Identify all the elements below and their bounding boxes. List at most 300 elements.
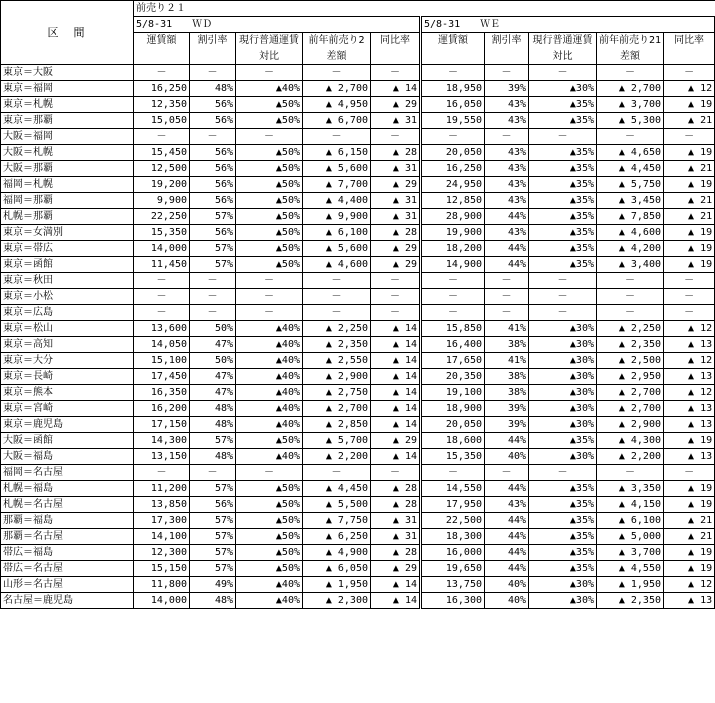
wd-col-prev: 前年前売り2 — [303, 33, 371, 49]
table-row — [1, 81, 715, 97]
we-prev-diff-cell: ▲ 4,600 — [597, 225, 664, 241]
wd-prev-diff-cell: ▲ 4,950 — [303, 97, 371, 113]
route-cell: 山形＝名古屋 — [1, 577, 134, 593]
we-vs-normal-cell: ▲35% — [529, 161, 597, 177]
wd-fare-cell: － — [134, 289, 190, 305]
wd-prev-diff-cell: ▲ 7,700 — [303, 177, 371, 193]
wd-yoy-cell: ▲ 31 — [371, 529, 421, 545]
wd-prev-diff-cell: ▲ 6,100 — [303, 225, 371, 241]
we-prev-diff-cell: ▲ 4,550 — [597, 561, 664, 577]
table-row — [1, 529, 715, 545]
wd-discount-cell: 49% — [190, 577, 236, 593]
we-yoy-cell: － — [664, 289, 715, 305]
wd-prev-diff-cell: ▲ 5,600 — [303, 241, 371, 257]
we-fare-cell: － — [421, 465, 485, 481]
we-prev-diff-cell: ▲ 7,850 — [597, 209, 664, 225]
we-vs-normal-cell: ▲35% — [529, 177, 597, 193]
wd-discount-cell: 50% — [190, 321, 236, 337]
table-row — [1, 225, 715, 241]
we-fare-cell: － — [421, 305, 485, 321]
we-vs-normal-cell: － — [529, 65, 597, 81]
wd-yoy-cell: ▲ 29 — [371, 177, 421, 193]
wd-fare-cell: － — [134, 129, 190, 145]
wd-yoy-cell: ▲ 14 — [371, 449, 421, 465]
wd-fare-cell: 11,200 — [134, 481, 190, 497]
we-fare-cell: 19,900 — [421, 225, 485, 241]
wd-vs-normal-cell: ▲40% — [236, 321, 303, 337]
table-row — [1, 289, 715, 305]
we-col-yoy-sub — [664, 49, 715, 65]
wd-yoy-cell: ▲ 31 — [371, 209, 421, 225]
we-vs-normal-cell: ▲30% — [529, 593, 597, 609]
we-vs-normal-cell: － — [529, 465, 597, 481]
we-yoy-cell: ▲ 13 — [664, 337, 715, 353]
wd-vs-normal-cell: ▲50% — [236, 113, 303, 129]
wd-vs-normal-cell: ▲40% — [236, 353, 303, 369]
we-col-fare-sub — [421, 49, 485, 65]
wd-discount-cell: 57% — [190, 513, 236, 529]
wd-prev-diff-cell: ▲ 6,250 — [303, 529, 371, 545]
wd-vs-normal-cell: ▲50% — [236, 145, 303, 161]
table-row — [1, 321, 715, 337]
we-yoy-cell: ▲ 21 — [664, 529, 715, 545]
wd-discount-cell: 48% — [190, 449, 236, 465]
we-fare-cell: 22,500 — [421, 513, 485, 529]
wd-prev-diff-cell: ▲ 2,850 — [303, 417, 371, 433]
wd-yoy-cell: ▲ 14 — [371, 321, 421, 337]
table-row — [1, 385, 715, 401]
table-row — [1, 465, 715, 481]
we-fare-cell: － — [421, 273, 485, 289]
wd-vs-normal-cell: － — [236, 465, 303, 481]
wd-fare-cell: 15,450 — [134, 145, 190, 161]
wd-fare-cell: 14,000 — [134, 593, 190, 609]
wd-prev-diff-cell: ▲ 5,700 — [303, 433, 371, 449]
wd-col-yoy-sub — [371, 49, 421, 65]
wd-fare-cell: 15,350 — [134, 225, 190, 241]
we-yoy-cell: ▲ 13 — [664, 417, 715, 433]
we-yoy-cell: ▲ 19 — [664, 433, 715, 449]
we-prev-diff-cell: － — [597, 305, 664, 321]
we-discount-cell: － — [485, 129, 529, 145]
table-row — [1, 561, 715, 577]
wd-discount-cell: 56% — [190, 177, 236, 193]
wd-yoy-cell: － — [371, 465, 421, 481]
wd-prev-diff-cell: ▲ 4,600 — [303, 257, 371, 273]
we-yoy-cell: ▲ 12 — [664, 577, 715, 593]
wd-discount-cell: － — [190, 289, 236, 305]
wd-vs-normal-cell: ▲50% — [236, 193, 303, 209]
wd-vs-normal-cell: ▲50% — [236, 545, 303, 561]
we-fare-cell: 19,650 — [421, 561, 485, 577]
wd-prev-diff-cell: ▲ 6,700 — [303, 113, 371, 129]
wd-fare-cell: 22,250 — [134, 209, 190, 225]
wd-yoy-cell: ▲ 29 — [371, 561, 421, 577]
table-row — [1, 241, 715, 257]
we-fare-cell: － — [421, 129, 485, 145]
wd-yoy-cell: ▲ 29 — [371, 433, 421, 449]
route-cell: 札幌＝福島 — [1, 481, 134, 497]
we-fare-cell: 24,950 — [421, 177, 485, 193]
we-yoy-cell: ▲ 19 — [664, 545, 715, 561]
we-discount-cell: 43% — [485, 161, 529, 177]
we-yoy-cell: ▲ 21 — [664, 209, 715, 225]
we-yoy-cell: － — [664, 129, 715, 145]
we-prev-diff-cell: ▲ 2,700 — [597, 401, 664, 417]
we-col-discount-sub — [485, 49, 529, 65]
we-col-prev-sub: 差額 — [597, 49, 664, 65]
wd-prev-diff-cell: ▲ 7,750 — [303, 513, 371, 529]
we-fare-cell: 28,900 — [421, 209, 485, 225]
table-row — [1, 177, 715, 193]
wd-discount-cell: 56% — [190, 97, 236, 113]
wd-discount-cell: 47% — [190, 337, 236, 353]
table-row — [1, 65, 715, 81]
wd-yoy-cell: － — [371, 289, 421, 305]
wd-fare-cell: 19,200 — [134, 177, 190, 193]
we-yoy-cell: ▲ 21 — [664, 161, 715, 177]
we-prev-diff-cell: － — [597, 273, 664, 289]
wd-fare-cell: － — [134, 65, 190, 81]
we-col-vs-normal-sub: 対比 — [529, 49, 597, 65]
wd-col-discount-sub — [190, 49, 236, 65]
wd-prev-diff-cell: ▲ 2,550 — [303, 353, 371, 369]
wd-vs-normal-cell: ▲50% — [236, 513, 303, 529]
route-cell: 大阪＝札幌 — [1, 145, 134, 161]
we-prev-diff-cell: ▲ 2,250 — [597, 321, 664, 337]
we-fare-cell: 16,250 — [421, 161, 485, 177]
wd-vs-normal-cell: ▲50% — [236, 257, 303, 273]
table-row — [1, 305, 715, 321]
we-prev-diff-cell: ▲ 2,500 — [597, 353, 664, 369]
wd-fare-cell: 15,050 — [134, 113, 190, 129]
wd-vs-normal-cell: ▲40% — [236, 417, 303, 433]
we-vs-normal-cell: ▲35% — [529, 433, 597, 449]
table-row — [1, 369, 715, 385]
we-yoy-cell: ▲ 19 — [664, 561, 715, 577]
wd-vs-normal-cell: ▲50% — [236, 161, 303, 177]
wd-discount-cell: 48% — [190, 401, 236, 417]
route-cell: 東京＝福岡 — [1, 81, 134, 97]
table-row — [1, 417, 715, 433]
we-fare-cell: 20,350 — [421, 369, 485, 385]
we-prev-diff-cell: ▲ 2,700 — [597, 81, 664, 97]
route-cell: 東京＝高知 — [1, 337, 134, 353]
wd-yoy-cell: ▲ 31 — [371, 113, 421, 129]
wd-discount-cell: － — [190, 65, 236, 81]
we-vs-normal-cell: － — [529, 305, 597, 321]
table-row — [1, 113, 715, 129]
wd-fare-cell: 11,450 — [134, 257, 190, 273]
wd-discount-cell: 57% — [190, 545, 236, 561]
route-cell: 札幌＝名古屋 — [1, 497, 134, 513]
wd-discount-cell: 57% — [190, 561, 236, 577]
we-fare-cell: － — [421, 65, 485, 81]
wd-fare-cell: 17,450 — [134, 369, 190, 385]
route-cell: 東京＝那覇 — [1, 113, 134, 129]
we-fare-cell: 16,050 — [421, 97, 485, 113]
we-yoy-cell: ▲ 13 — [664, 401, 715, 417]
we-vs-normal-cell: ▲30% — [529, 449, 597, 465]
wd-fare-cell: 17,300 — [134, 513, 190, 529]
we-discount-cell: － — [485, 65, 529, 81]
we-discount-cell: 41% — [485, 321, 529, 337]
we-vs-normal-cell: ▲35% — [529, 481, 597, 497]
we-fare-cell: 13,750 — [421, 577, 485, 593]
wd-fare-cell: 14,050 — [134, 337, 190, 353]
wd-vs-normal-cell: ▲50% — [236, 433, 303, 449]
table-row — [1, 577, 715, 593]
we-fare-cell: 17,650 — [421, 353, 485, 369]
we-discount-cell: 40% — [485, 449, 529, 465]
we-fare-cell: 14,900 — [421, 257, 485, 273]
route-cell: 東京＝小松 — [1, 289, 134, 305]
we-vs-normal-cell: ▲35% — [529, 113, 597, 129]
we-col-prev: 前年前売り21 — [597, 33, 664, 49]
we-discount-cell: 43% — [485, 177, 529, 193]
wd-prev-diff-cell: ▲ 2,750 — [303, 385, 371, 401]
we-discount-cell: 44% — [485, 209, 529, 225]
we-discount-cell: 44% — [485, 561, 529, 577]
route-cell: 東京＝松山 — [1, 321, 134, 337]
route-cell: 福岡＝那覇 — [1, 193, 134, 209]
wd-prev-diff-cell: ▲ 2,900 — [303, 369, 371, 385]
wd-vs-normal-cell: － — [236, 129, 303, 145]
wd-yoy-cell: ▲ 31 — [371, 513, 421, 529]
wd-discount-cell: 48% — [190, 593, 236, 609]
we-discount-cell: 39% — [485, 401, 529, 417]
table-row — [1, 433, 715, 449]
table-row — [1, 593, 715, 609]
we-vs-normal-cell: ▲35% — [529, 193, 597, 209]
wd-col-fare-sub — [134, 49, 190, 65]
wd-fare-cell: － — [134, 305, 190, 321]
wd-vs-normal-cell: ▲40% — [236, 577, 303, 593]
we-fare-cell: 15,850 — [421, 321, 485, 337]
wd-yoy-cell: － — [371, 305, 421, 321]
wd-prev-diff-cell: ▲ 4,900 — [303, 545, 371, 561]
we-fare-cell: 20,050 — [421, 417, 485, 433]
we-discount-cell: － — [485, 465, 529, 481]
we-fare-cell: 19,550 — [421, 113, 485, 129]
wd-discount-cell: － — [190, 465, 236, 481]
we-vs-normal-cell: ▲30% — [529, 577, 597, 593]
wd-yoy-cell: ▲ 31 — [371, 161, 421, 177]
wd-prev-diff-cell: ▲ 2,700 — [303, 401, 371, 417]
we-vs-normal-cell: ▲35% — [529, 97, 597, 113]
wd-prev-diff-cell: － — [303, 129, 371, 145]
wd-vs-normal-cell: ▲50% — [236, 529, 303, 545]
we-prev-diff-cell: ▲ 5,750 — [597, 177, 664, 193]
we-discount-cell: 43% — [485, 225, 529, 241]
wd-yoy-cell: ▲ 14 — [371, 577, 421, 593]
we-prev-diff-cell: ▲ 3,450 — [597, 193, 664, 209]
route-cell: 東京＝女満別 — [1, 225, 134, 241]
kukan-header: 区 間 — [1, 1, 134, 65]
we-fare-cell: 18,950 — [421, 81, 485, 97]
route-cell: 東京＝秋田 — [1, 273, 134, 289]
wd-vs-normal-cell: ▲40% — [236, 401, 303, 417]
route-cell: 大阪＝福島 — [1, 449, 134, 465]
we-discount-cell: － — [485, 289, 529, 305]
we-discount-cell: 44% — [485, 529, 529, 545]
we-yoy-cell: ▲ 19 — [664, 241, 715, 257]
wd-discount-cell: － — [190, 305, 236, 321]
we-fare-cell: 16,300 — [421, 593, 485, 609]
wd-vs-normal-cell: － — [236, 305, 303, 321]
wd-discount-cell: 57% — [190, 529, 236, 545]
we-prev-diff-cell: ▲ 2,350 — [597, 593, 664, 609]
wd-col-fare: 運賃額 — [134, 33, 190, 49]
table-row — [1, 97, 715, 113]
wd-fare-cell: 15,100 — [134, 353, 190, 369]
we-prev-diff-cell: － — [597, 289, 664, 305]
wd-fare-cell: 13,600 — [134, 321, 190, 337]
wd-col-vs-normal-sub: 対比 — [236, 49, 303, 65]
we-fare-cell: 12,850 — [421, 193, 485, 209]
wd-yoy-cell: ▲ 14 — [371, 401, 421, 417]
we-label: 5/8-31 ＷＥ — [421, 17, 715, 33]
wd-fare-cell: 12,300 — [134, 545, 190, 561]
wd-yoy-cell: ▲ 28 — [371, 497, 421, 513]
wd-prev-diff-cell: ▲ 4,400 — [303, 193, 371, 209]
wd-prev-diff-cell: － — [303, 273, 371, 289]
wd-vs-normal-cell: ▲40% — [236, 369, 303, 385]
we-vs-normal-cell: ▲30% — [529, 81, 597, 97]
wd-fare-cell: 14,300 — [134, 433, 190, 449]
table-row — [1, 209, 715, 225]
we-prev-diff-cell: ▲ 2,700 — [597, 385, 664, 401]
wd-fare-cell: 13,850 — [134, 497, 190, 513]
table-row — [1, 193, 715, 209]
route-cell: 福岡＝名古屋 — [1, 465, 134, 481]
we-prev-diff-cell: － — [597, 129, 664, 145]
we-prev-diff-cell: ▲ 4,450 — [597, 161, 664, 177]
we-yoy-cell: ▲ 21 — [664, 193, 715, 209]
route-cell: 帯広＝福島 — [1, 545, 134, 561]
we-vs-normal-cell: ▲35% — [529, 513, 597, 529]
route-cell: 大阪＝福岡 — [1, 129, 134, 145]
wd-yoy-cell: ▲ 31 — [371, 193, 421, 209]
route-cell: 那覇＝名古屋 — [1, 529, 134, 545]
table-row — [1, 401, 715, 417]
we-discount-cell: 43% — [485, 113, 529, 129]
route-cell: 東京＝熊本 — [1, 385, 134, 401]
wd-fare-cell: － — [134, 465, 190, 481]
we-fare-cell: － — [421, 289, 485, 305]
we-vs-normal-cell: ▲30% — [529, 417, 597, 433]
wd-fare-cell: 11,800 — [134, 577, 190, 593]
we-prev-diff-cell: ▲ 3,700 — [597, 545, 664, 561]
we-discount-cell: － — [485, 273, 529, 289]
we-prev-diff-cell: ▲ 5,000 — [597, 529, 664, 545]
we-discount-cell: 44% — [485, 241, 529, 257]
we-vs-normal-cell: ▲30% — [529, 321, 597, 337]
wd-yoy-cell: ▲ 14 — [371, 593, 421, 609]
table-row — [1, 481, 715, 497]
wd-vs-normal-cell: ▲40% — [236, 593, 303, 609]
wd-prev-diff-cell: ▲ 6,150 — [303, 145, 371, 161]
wd-discount-cell: 56% — [190, 145, 236, 161]
wd-prev-diff-cell: ▲ 5,500 — [303, 497, 371, 513]
wd-col-discount: 割引率 — [190, 33, 236, 49]
we-col-yoy: 同比率 — [664, 33, 715, 49]
wd-prev-diff-cell: ▲ 1,950 — [303, 577, 371, 593]
we-discount-cell: 43% — [485, 97, 529, 113]
we-prev-diff-cell: ▲ 3,400 — [597, 257, 664, 273]
we-discount-cell: 39% — [485, 81, 529, 97]
we-vs-normal-cell: － — [529, 129, 597, 145]
we-discount-cell: 43% — [485, 145, 529, 161]
we-discount-cell: 44% — [485, 257, 529, 273]
wd-yoy-cell: ▲ 14 — [371, 337, 421, 353]
we-prev-diff-cell: ▲ 3,700 — [597, 97, 664, 113]
we-vs-normal-cell: ▲35% — [529, 529, 597, 545]
we-prev-diff-cell: ▲ 3,350 — [597, 481, 664, 497]
wd-fare-cell: 14,000 — [134, 241, 190, 257]
route-cell: 東京＝札幌 — [1, 97, 134, 113]
route-cell: 大阪＝函館 — [1, 433, 134, 449]
we-yoy-cell: ▲ 12 — [664, 81, 715, 97]
we-fare-cell: 18,900 — [421, 401, 485, 417]
wd-fare-cell: 16,250 — [134, 81, 190, 97]
wd-vs-normal-cell: ▲50% — [236, 241, 303, 257]
we-yoy-cell: － — [664, 465, 715, 481]
we-vs-normal-cell: ▲35% — [529, 497, 597, 513]
we-prev-diff-cell: － — [597, 465, 664, 481]
wd-vs-normal-cell: ▲40% — [236, 81, 303, 97]
we-fare-cell: 16,400 — [421, 337, 485, 353]
we-yoy-cell: ▲ 12 — [664, 385, 715, 401]
we-vs-normal-cell: ▲30% — [529, 337, 597, 353]
table-row — [1, 513, 715, 529]
wd-prev-diff-cell: ▲ 4,450 — [303, 481, 371, 497]
route-cell: 東京＝函館 — [1, 257, 134, 273]
wd-vs-normal-cell: ▲50% — [236, 497, 303, 513]
we-prev-diff-cell: ▲ 4,300 — [597, 433, 664, 449]
route-cell: 大阪＝那覇 — [1, 161, 134, 177]
route-cell: 帯広＝名古屋 — [1, 561, 134, 577]
we-discount-cell: － — [485, 305, 529, 321]
route-cell: 福岡＝札幌 — [1, 177, 134, 193]
wd-col-prev-sub: 差額 — [303, 49, 371, 65]
wd-yoy-cell: ▲ 28 — [371, 545, 421, 561]
we-fare-cell: 18,200 — [421, 241, 485, 257]
we-fare-cell: 18,600 — [421, 433, 485, 449]
wd-yoy-cell: ▲ 14 — [371, 385, 421, 401]
we-prev-diff-cell: ▲ 6,100 — [597, 513, 664, 529]
wd-yoy-cell: ▲ 28 — [371, 145, 421, 161]
wd-vs-normal-cell: ▲40% — [236, 449, 303, 465]
we-yoy-cell: ▲ 13 — [664, 449, 715, 465]
we-vs-normal-cell: ▲35% — [529, 241, 597, 257]
route-cell: 東京＝鹿児島 — [1, 417, 134, 433]
we-prev-diff-cell: ▲ 2,900 — [597, 417, 664, 433]
wd-vs-normal-cell: ▲50% — [236, 209, 303, 225]
we-yoy-cell: ▲ 19 — [664, 497, 715, 513]
wd-discount-cell: 56% — [190, 497, 236, 513]
we-discount-cell: 41% — [485, 353, 529, 369]
we-fare-cell: 15,350 — [421, 449, 485, 465]
we-yoy-cell: ▲ 19 — [664, 97, 715, 113]
route-cell: 那覇＝福島 — [1, 513, 134, 529]
wd-discount-cell: 56% — [190, 193, 236, 209]
table-row — [1, 449, 715, 465]
wd-discount-cell: 47% — [190, 385, 236, 401]
wd-vs-normal-cell: ▲40% — [236, 385, 303, 401]
wd-discount-cell: 56% — [190, 225, 236, 241]
wd-discount-cell: － — [190, 129, 236, 145]
